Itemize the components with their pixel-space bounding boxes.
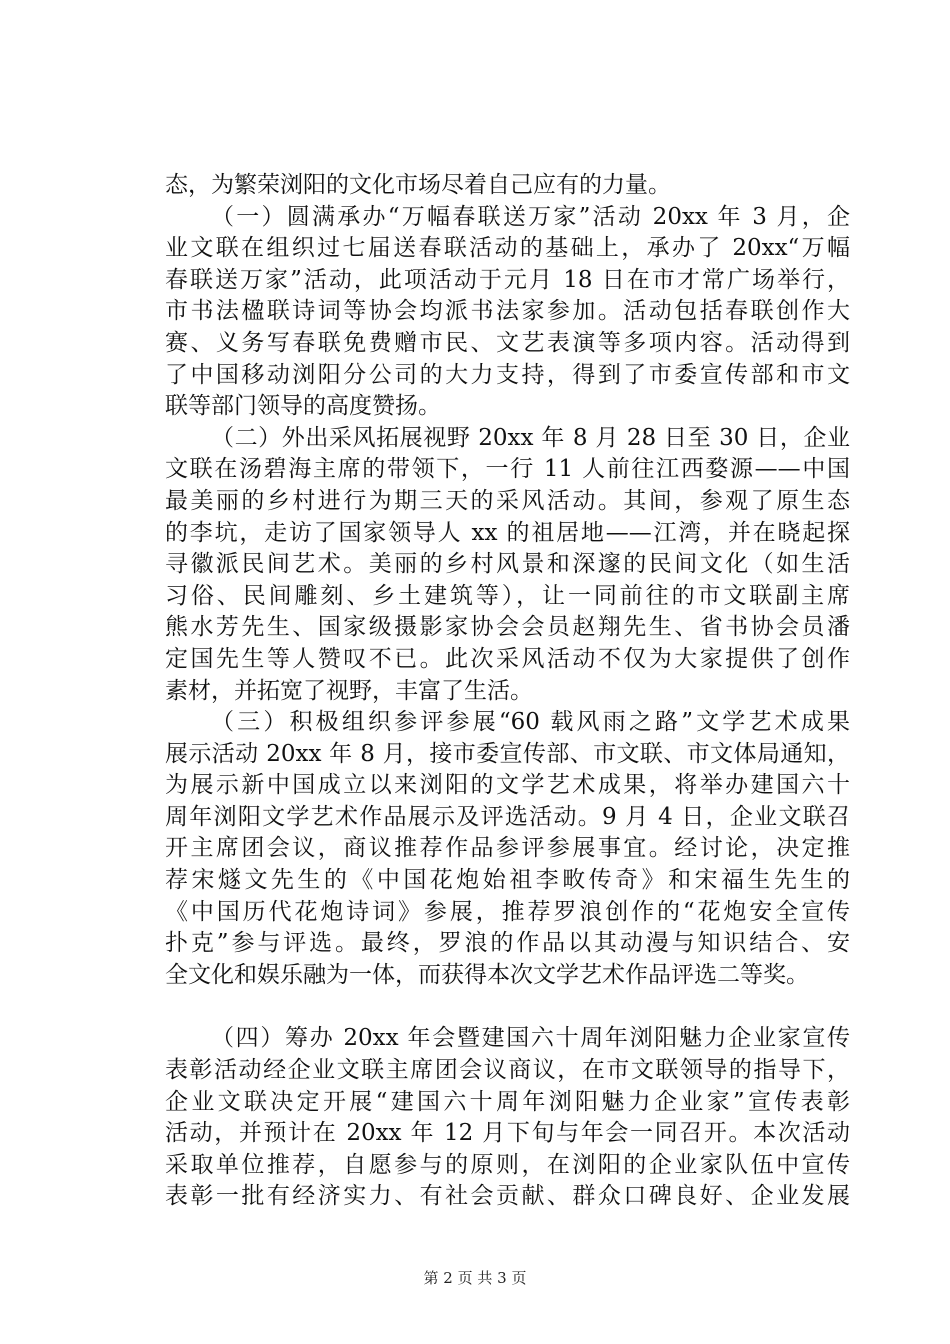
text-line: 业文联在组织过七届送春联活动的基础上，承办了 20xx“万幅 xyxy=(165,235,850,262)
text-line: 了中国移动浏阳分公司的大力支持，得到了市委宣传部和市文 xyxy=(165,361,850,388)
text-line: 荐宋燧文先生的《中国花炮始祖李畋传奇》和宋福生先生的 xyxy=(165,867,850,894)
text-line: 赛、义务写春联免费赠市民、文艺表演等多项内容。活动得到 xyxy=(165,329,850,356)
text-line: 采取单位推荐，自愿参与的原则，在浏阳的企业家队伍中宣传 xyxy=(165,1151,850,1178)
text-line: 全文化和娱乐融为一体，而获得本次文学艺术作品评选二等奖。 xyxy=(165,961,809,988)
text-line: （四）筹办 20xx 年会暨建国六十周年浏阳魅力企业家宣传 xyxy=(211,1025,850,1052)
text-line: 联等部门领导的高度赞扬。 xyxy=(165,393,441,420)
text-line: 周年浏阳文学艺术作品展示及评选活动。9 月 4 日，企业文联召 xyxy=(165,803,850,830)
text-line: 《中国历代花炮诗词》参展，推荐罗浪创作的“花炮安全宣传 xyxy=(165,898,850,925)
text-line: 春联送万家”活动，此项活动于元月 18 日在市才常广场举行， xyxy=(165,266,850,293)
text-line: 寻徽派民间艺术。美丽的乡村风景和深邃的民间文化（如生活 xyxy=(165,551,850,578)
text-line: 展示活动 20xx 年 8 月，接市委宣传部、市文联、市文体局通知， xyxy=(165,740,850,767)
text-line: 文联在汤碧海主席的带领下，一行 11 人前往江西婺源——中国 xyxy=(165,456,850,483)
text-line: 态，为繁荣浏阳的文化市场尽着自己应有的力量。 xyxy=(165,172,671,198)
paragraph-gap xyxy=(165,991,850,1023)
text-line: （一）圆满承办“万幅春联送万家”活动 20xx 年 3 月，企 xyxy=(211,203,850,230)
text-line: 的李坑，走访了国家领导人 xx 的祖居地——江湾，并在晓起探 xyxy=(165,519,850,546)
text-line: 开主席团会议，商议推荐作品参评参展事宜。经讨论，决定推 xyxy=(165,835,850,862)
page-number-footer: 第 2 页 共 3 页 xyxy=(423,1269,527,1287)
text-line: 习俗、民间雕刻、乡土建筑等），让一同前往的市文联副主席 xyxy=(165,582,850,609)
text-line: 市书法楹联诗词等协会均派书法家参加。活动包括春联创作大 xyxy=(165,298,850,325)
text-line: （二）外出采风拓展视野 20xx 年 8 月 28 日至 30 日，企业 xyxy=(211,424,850,451)
text-line: （三）积极组织参评参展“60 载风雨之路”文学艺术成果 xyxy=(211,709,850,736)
document-body xyxy=(165,170,850,1213)
text-line: 定国先生等人赞叹不已。此次采风活动不仅为大家提供了创作 xyxy=(165,645,850,672)
text-line: 最美丽的乡村进行为期三天的采风活动。其间，参观了原生态 xyxy=(165,487,850,514)
text-line: 扑克”参与评选。最终，罗浪的作品以其动漫与知识结合、安 xyxy=(165,930,850,957)
text-line: 表彰一批有经济实力、有社会贡献、群众口碑良好、企业发展 xyxy=(165,1183,850,1210)
text-line: 表彰活动经企业文联主席团会议商议，在市文联领导的指导下， xyxy=(165,1057,850,1084)
text-line: 企业文联决定开展“建国六十周年浏阳魅力企业家”宣传表彰 xyxy=(165,1088,850,1115)
text-line: 熊水芳先生、国家级摄影家协会会员赵翔先生、省书协会员潘 xyxy=(165,614,850,641)
text-line: 为展示新中国成立以来浏阳的文学艺术成果，将举办建国六十 xyxy=(165,772,850,799)
text-line: 素材，并拓宽了视野，丰富了生活。 xyxy=(165,677,533,704)
text-line: 活动，并预计在 20xx 年 12 月下旬与年会一同召开。本次活动 xyxy=(165,1120,850,1147)
